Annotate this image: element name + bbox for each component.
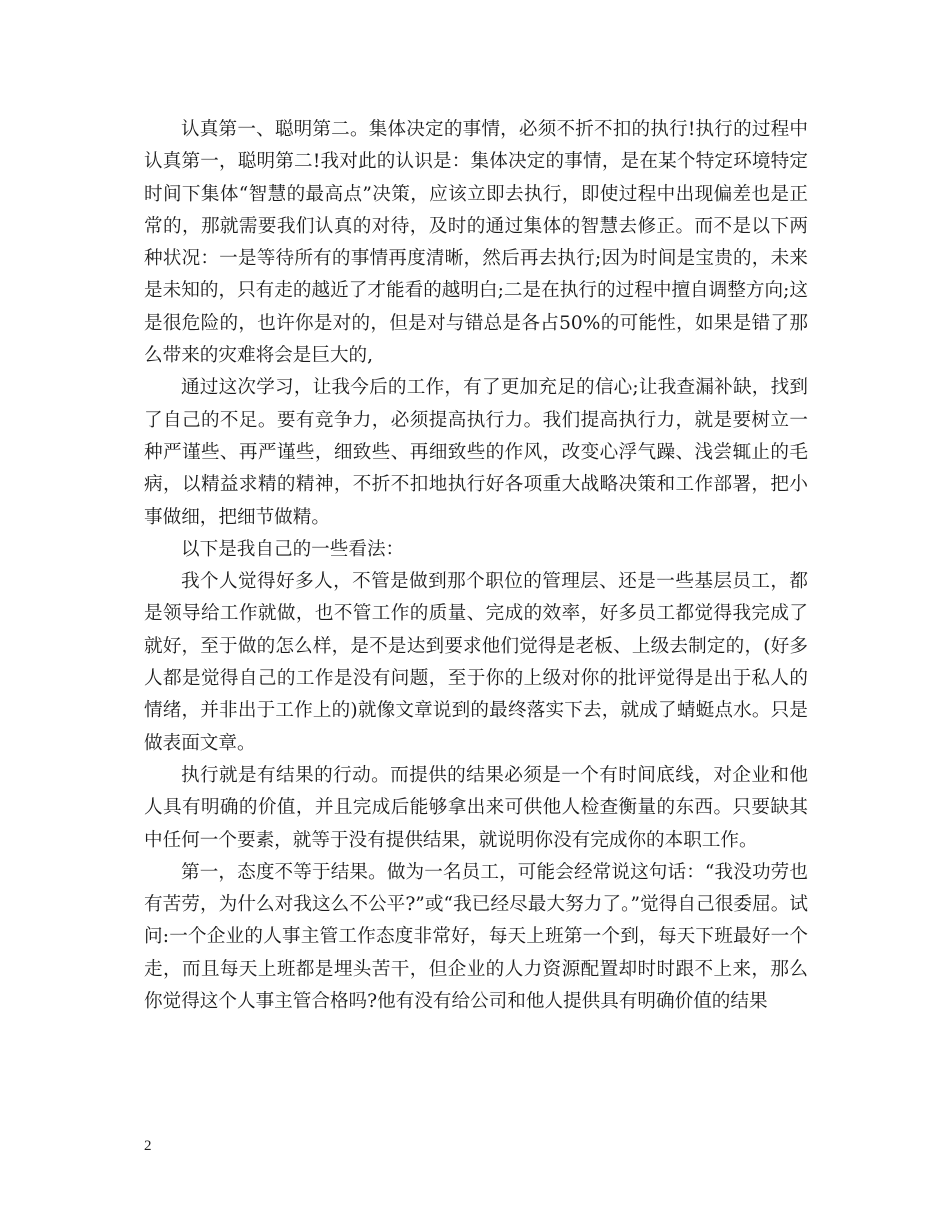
paragraph-1: 认真第一、聪明第二。集体决定的事情，必须不折不扣的执行!执行的过程中认真第一，聪明第二!我对此的认识是：集体决定的事情，是在某个特定环境特定时间下集体“智慧的最高点”决策，应该立即去执行，即使过程中出现偏差也是正常的，那就需要我们认真的对待，及时的通过集体的智慧去修正。而不是以下两种状况：一是等待所有的事情再度清晰，然后再去执行;因为时间是宝贵的，未来是未知的，只有走的越近了才能看的越明白;二是在执行的过程中擅自调整方向;这是很危险的，也许你是对的，但是对与错总是各占50%的可能性，如果是错了那么带来的灾难将会是巨大的, xyxy=(144,119,808,367)
paragraph-6: 第一，态度不等于结果。做为一名员工，可能会经常说这句话：“我没功劳也有苦劳，为什么对我这么不公平?”或“我已经尽最大努力了。”觉得自己很委屈。试问:一个企业的人事主管工作态度非常好，每天上班第一个到，每天下班最好一个走，而且每天上班都是埋头苦干，但企业的人力资源配置却时时跟不上来，那么你觉得这个人事主管合格吗?他有没有给公司和他人提供具有明确价值的结果 xyxy=(144,861,808,1013)
paragraph-2: 通过这次学习，让我今后的工作，有了更加充足的信心;让我查漏补缺，找到了自己的不足。要有竞争力，必须提高执行力。我们提高执行力，就是要树立一种严谨些、再严谨些，细致些、再细致些的作风，改变心浮气躁、浅尝辄止的毛病，以精益求精的精神，不折不扣地执行好各项重大战略决策和工作部署，把小事做细，把细节做精。 xyxy=(144,377,808,528)
page-number: 2 xyxy=(144,1138,152,1154)
paragraph-4: 我个人觉得好多人，不管是做到那个职位的管理层、还是一些基层员工，都是领导给工作就做，也不管工作的质量、完成的效率，好多员工都觉得我完成了就好，至于做的怎么样，是不是达到要求他们觉得是老板、上级去制定的，(好多人都是觉得自己的工作是没有问题，至于你的上级对你的批评觉得是出于私人的情绪，并非出于工作上的)就像文章说到的最终落实下去，就成了蜻蜓点水。只是做表面文章。 xyxy=(144,571,808,754)
paragraph-5: 执行就是有结果的行动。而提供的结果必须是一个有时间底线，对企业和他人具有明确的价值，并且完成后能够拿出来可供他人检查衡量的东西。只要缺其中任何一个要素，就等于没有提供结果，就说明你没有完成你的本职工作。 xyxy=(144,764,808,851)
paragraph-3: 以下是我自己的一些看法： xyxy=(181,538,405,560)
document-body xyxy=(144,114,808,1018)
